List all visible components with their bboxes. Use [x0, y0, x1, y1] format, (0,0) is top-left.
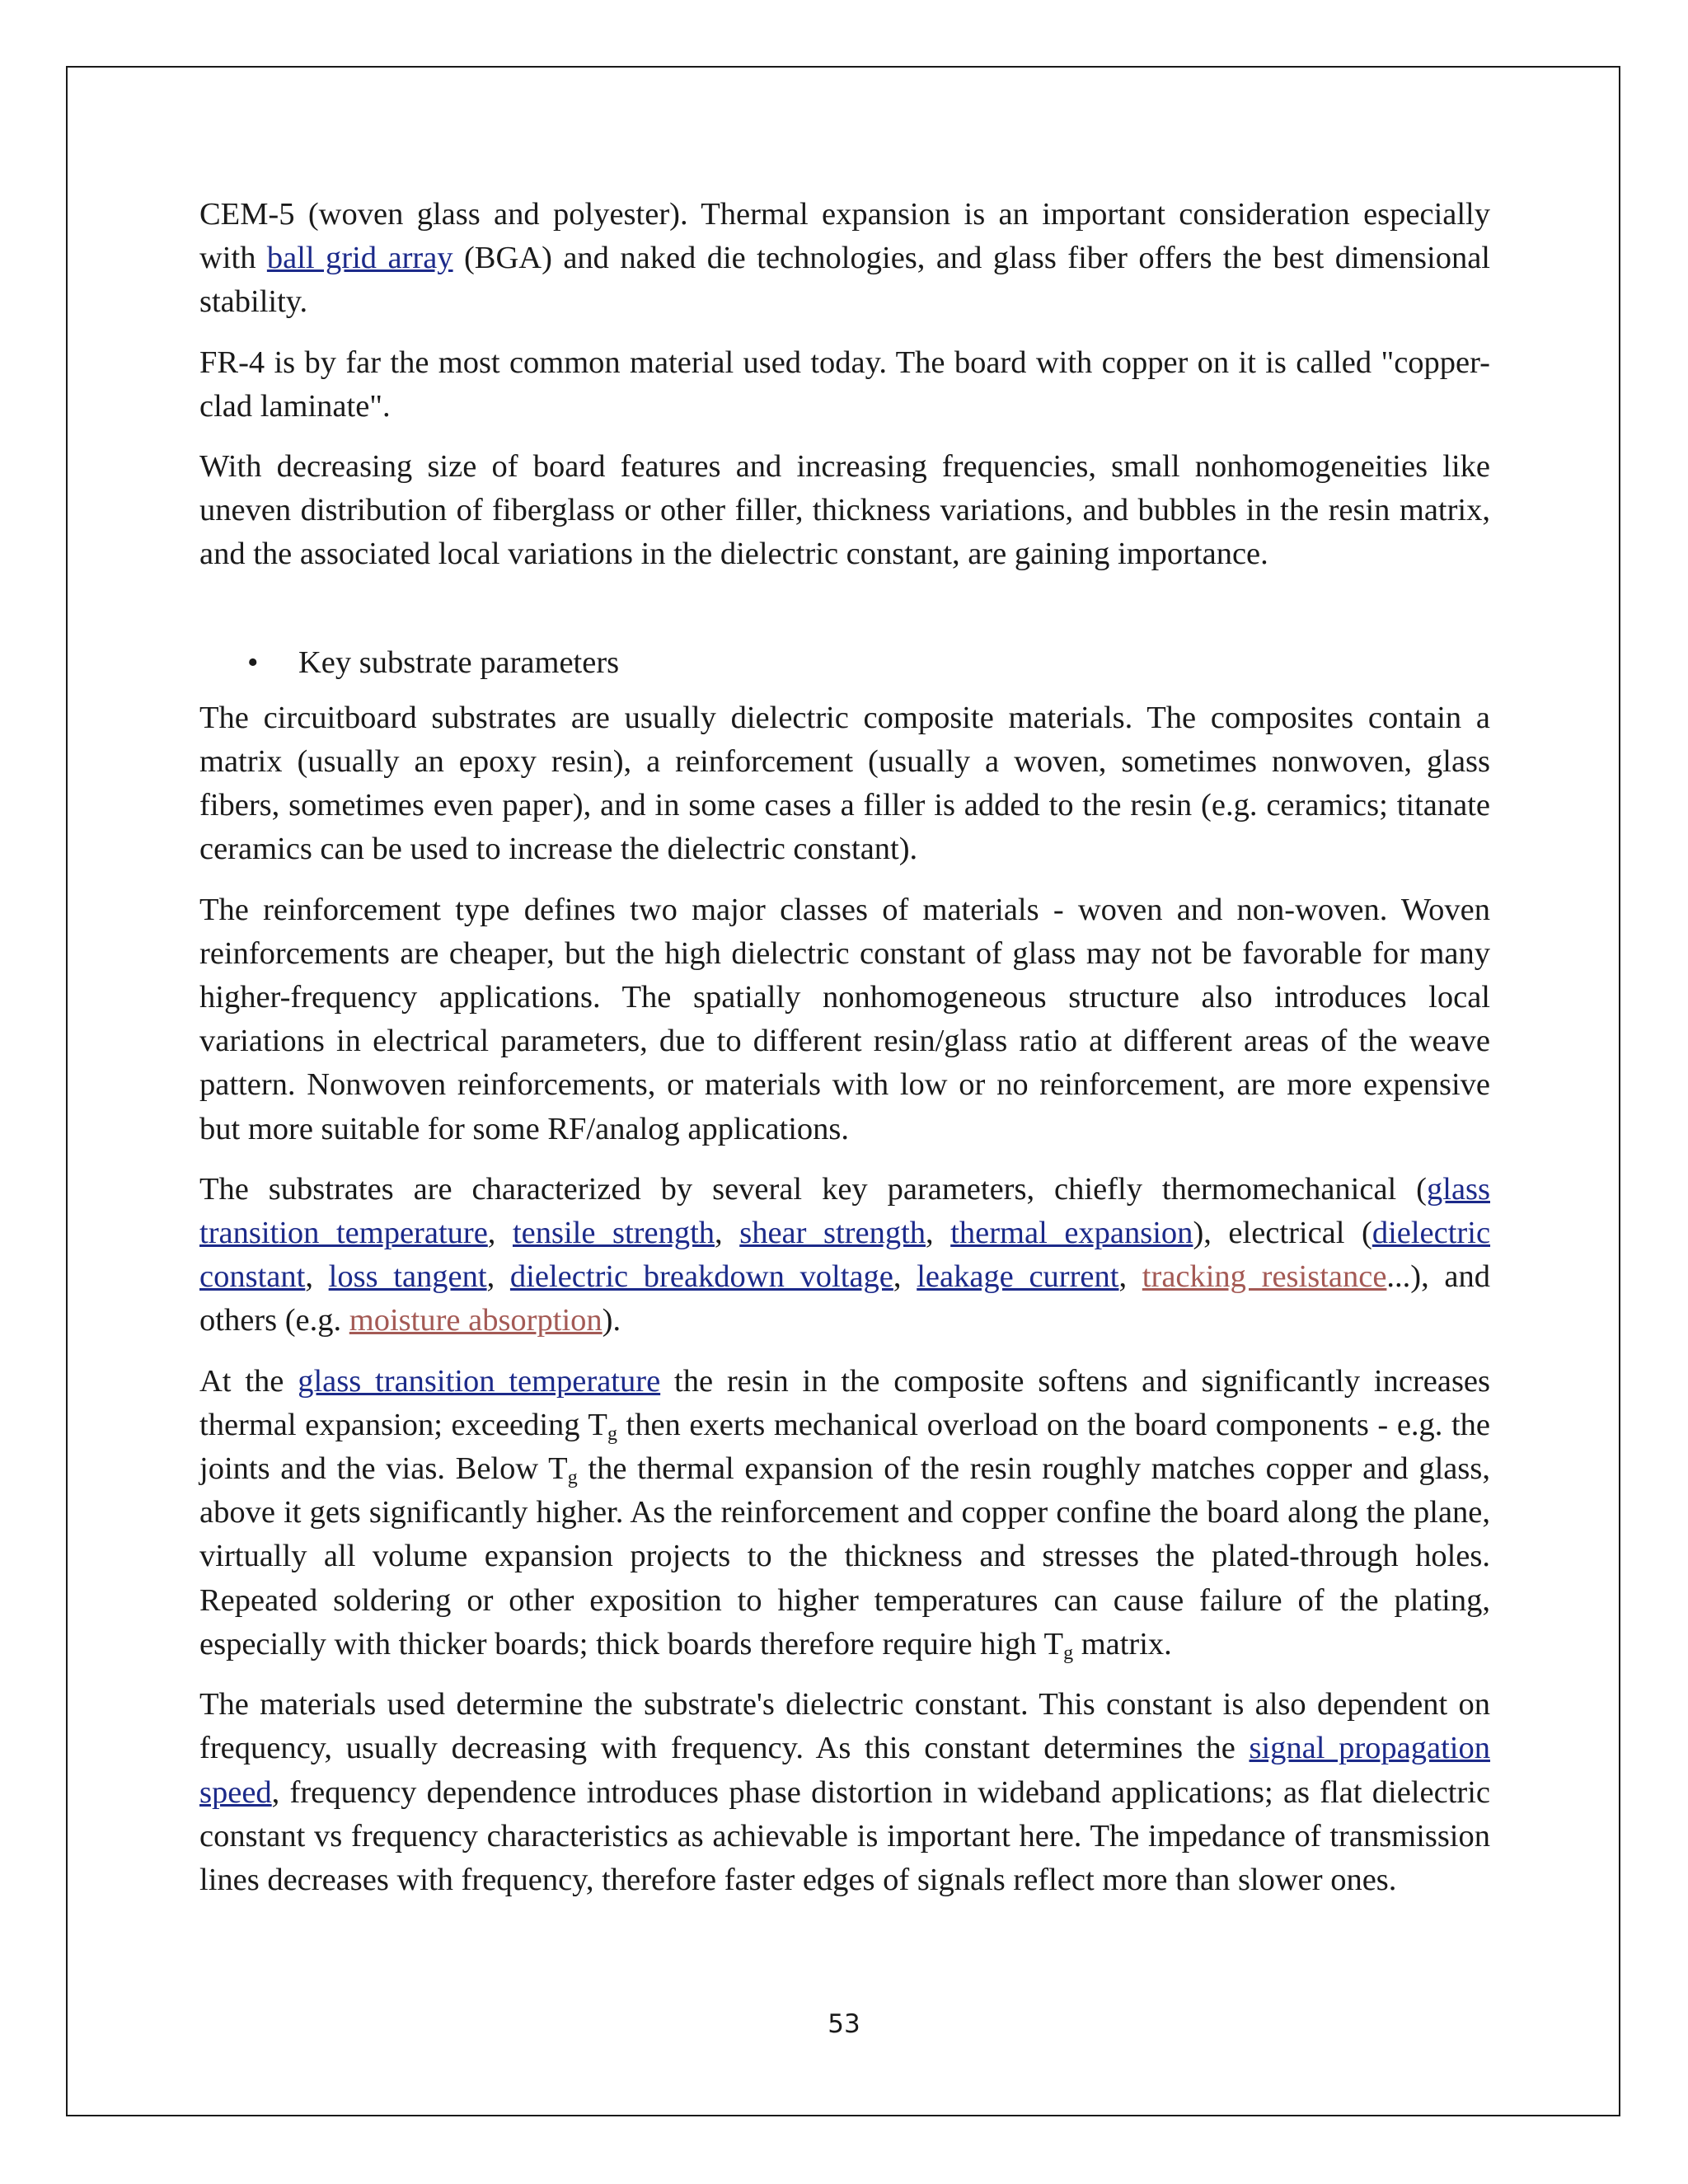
- bullet-icon: •: [247, 644, 259, 680]
- paragraph-cem5: CEM-5 (woven glass and polyester). Thermal expansion is an important consideration especially with ball grid array (BGA) and naked die technologies, and glass fiber offers the best dimensional stability.: [199, 197, 1490, 320]
- page-number: 53: [828, 2009, 860, 2039]
- link-leakage-current[interactable]: leakage current: [917, 1259, 1119, 1295]
- spacer: [199, 593, 1490, 641]
- paragraph-glass-transition: At the glass transition temperature the resin in the composite softens and significantly increases thermal expansion; exceeding $T_g$ then exerts mechanical overload on the board components - e.g. the joints and the vias. Below $T_g$ the thermal expansion of the resin roughly matches copper and glass, above it gets significantly higher. As the reinforcement and copper confine the board along the plane, virtually all volume expansion projects to the thickness and stresses the plated-through holes. Repeated soldering or other exposition to higher temperatures can cause failure of the plating, especially with thicker boards; thick boards therefore require high $T_g$ matrix.: [199, 1363, 1491, 1664]
- link-loss-tangent[interactable]: loss tangent: [328, 1259, 487, 1295]
- link-tracking-resistance[interactable]: tracking resistance: [1142, 1259, 1387, 1295]
- bullet-text: Key substrate parameters: [298, 644, 620, 680]
- bullet-key-substrate-parameters: [199, 641, 1490, 685]
- link-dielectric-breakdown-voltage[interactable]: dielectric breakdown voltage: [509, 1259, 893, 1295]
- paragraph-dielectric-constant: The materials used determine the substrate's dielectric constant. This constant is also dependent on frequency, usually decreasing with frequency. As this constant determines the signal propagation speed, frequency dependence introduces phase distortion in wideband applications; as flat dielectric constant vs frequency characteristics as achievable is important here. The impedance of transmission lines decreases with frequency, therefore faster edges of signals reflect more than slower ones.: [199, 1687, 1491, 1897]
- paragraph-key-parameters: The substrates are characterized by several key parameters, chiefly thermomechanical (glass transition temperature, tensile strength, shear strength, thermal expansion), electrical (dielectric constant, loss tangent, dielectric breakdown voltage, leakage current, tracking resistance...), and others (e.g. moisture absorption).: [199, 1171, 1491, 1338]
- document-body: [199, 193, 1490, 1919]
- link-glass-transition-temperature-2[interactable]: glass transition temperature: [298, 1363, 661, 1399]
- link-signal-propagation-speed[interactable]: signal propagation speed: [199, 1731, 1491, 1810]
- link-tensile-strength[interactable]: tensile strength: [512, 1216, 715, 1251]
- link-thermal-expansion[interactable]: thermal expansion: [950, 1216, 1193, 1251]
- paragraph-fr4: FR-4 is by far the most common material used today. The board with copper on it is called "copper-clad laminate".: [199, 344, 1490, 424]
- paragraph-composites: The circuitboard substrates are usually dielectric composite materials. The composites contain a matrix (usually an epoxy resin), a reinforcement (usually a woven, sometimes nonwoven, glass fibers, sometimes even paper), and in some cases a filler is added to the resin (e.g. ceramics; titanate ceramics can be used to increase the dielectric constant).: [199, 700, 1490, 867]
- link-dielectric-constant[interactable]: dielectric constant: [199, 1216, 1491, 1295]
- paragraph-nonhomogeneities: With decreasing size of board features and increasing frequencies, small nonhomogeneities like uneven distribution of fiberglass or other filler, thickness variations, and bubbles in the resin matrix, and the associated local variations in the dielectric constant, are gaining importance.: [199, 449, 1490, 572]
- link-shear-strength[interactable]: shear strength: [739, 1216, 926, 1251]
- link-ball-grid-array[interactable]: ball grid array: [266, 241, 453, 276]
- paragraph-reinforcement: The reinforcement type defines two major classes of materials - woven and non-woven. Woven reinforcements are cheaper, but the high dielectric constant of glass may not be favorable for many higher-frequency applications. The spatially nonhomogeneous structure also introduces local variations in electrical parameters, due to different resin/glass ratio at different areas of the weave pattern. Nonwoven reinforcements, or materials with low or no reinforcement, are more expensive but more suitable for some RF/analog applications.: [199, 892, 1490, 1146]
- link-glass-transition-temperature[interactable]: glass transition temperature: [199, 1171, 1490, 1251]
- link-moisture-absorption[interactable]: moisture absorption: [349, 1303, 603, 1338]
